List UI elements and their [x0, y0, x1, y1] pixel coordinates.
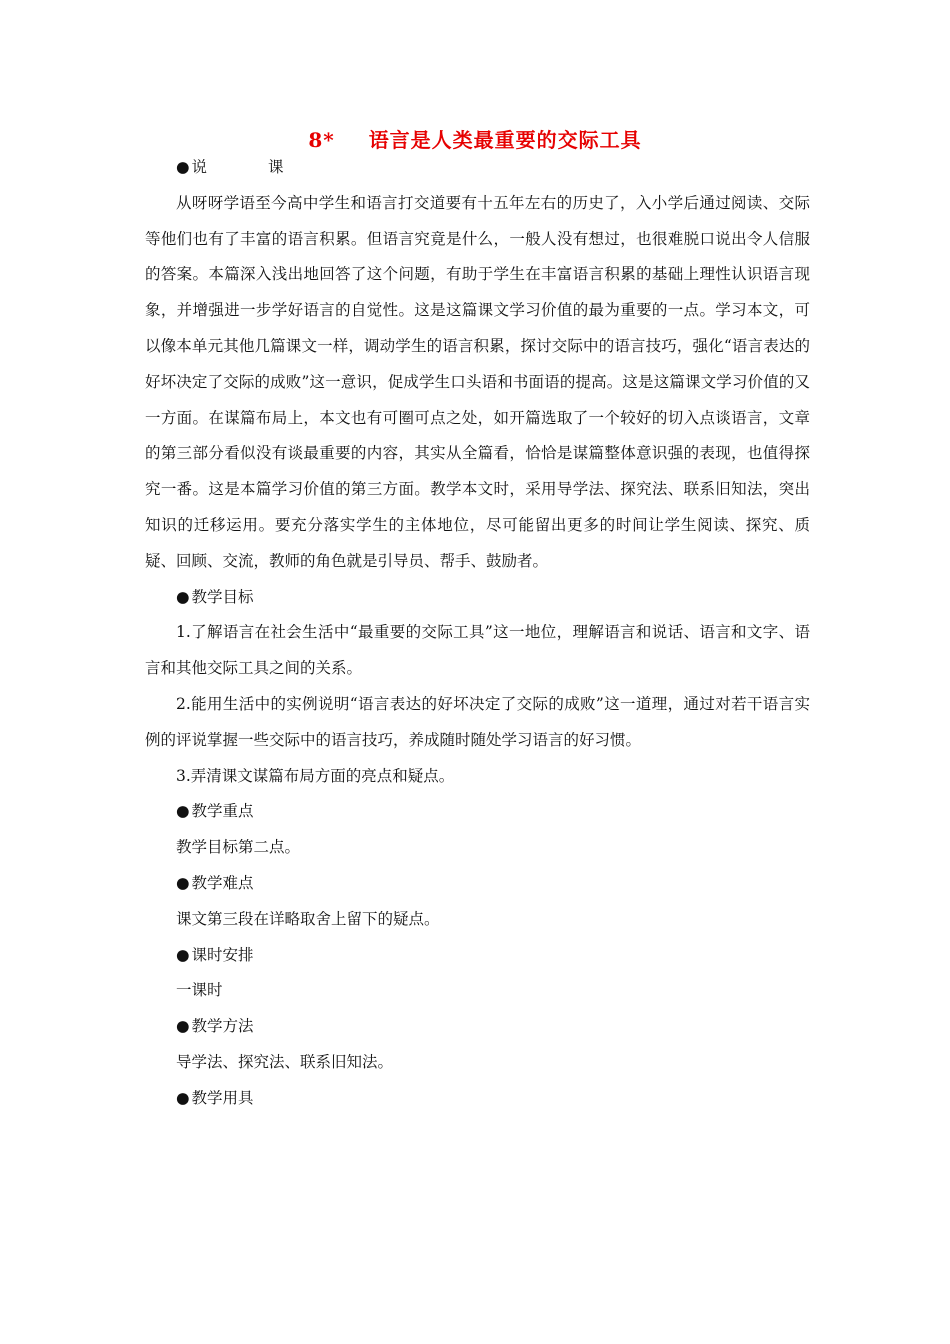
section-heading-method — [145, 1009, 810, 1045]
lesson-title — [0, 124, 950, 153]
bullet-icon: ● — [176, 1088, 190, 1107]
section-heading-text: 教学难点 — [191, 873, 254, 892]
bullet-icon: ● — [176, 1017, 190, 1036]
section-heading-tools — [145, 1081, 810, 1117]
section-heading-difficulty — [145, 866, 810, 902]
bullet-icon: ● — [176, 945, 190, 964]
goal-item-3: 3.弄清课文谋篇布局方面的亮点和疑点。 — [176, 766, 455, 785]
section-heading-shuoke — [145, 150, 810, 186]
section-heading-text: 教学目标 — [191, 587, 254, 606]
section-heading-text: 教学重点 — [191, 802, 254, 821]
section-heading-key-point — [145, 794, 810, 830]
section-heading-schedule — [145, 938, 810, 974]
section-heading-text: 教学用具 — [191, 1088, 254, 1107]
bullet-icon: ● — [176, 587, 190, 606]
goal-item-2: 2.能用生活中的实例说明“语言表达的好坏决定了交际的成败”这一道理，通过对若干语言实例的评说掌握一些交际中的语言技巧，养成随时随处学习语言的好习惯。 — [145, 694, 810, 749]
method-text: 导学法、探究法、联系旧知法。 — [176, 1052, 394, 1071]
lesson-title-text: 语言是人类最重要的交际工具 — [368, 128, 642, 152]
bullet-icon: ● — [176, 873, 190, 892]
goal-item-1: 1.了解语言在社会生活中“最重要的交际工具”这一地位，理解语言和说话、语言和文字、语言和其他交际工具之间的关系。 — [145, 623, 810, 678]
key-point-text: 教学目标第二点。 — [176, 838, 301, 857]
shuoke-paragraph: 从呀呀学语至今高中学生和语言打交道要有十五年左右的历史了，入小学后通过阅读、交际等他们也有了丰富的语言积累。但语言究竟是什么，一般人没有想过，也很难脱口说出令人信服的答案。本篇深入浅出地回答了这个问题，有助于学生在丰富语言积累的基础上理性认识语言现象，并增强进一步学好语言的自觉性。这是这篇课文学习价值的最为重要的一点。学习本文，可以像本单元其他几篇课文一样，调动学生的语言积累，探讨交际中的语言技巧，强化“语言表达的好坏决定了交际的成败”这一意识，促成学生口头语和书面语的提高。这是这篇课文学习价值的又一方面。在谋篇布局上，本文也有可圈可点之处，如开篇选取了一个较好的切入点谈语言，文章的第三部分看似没有谈最重要的内容，其实从全篇看，恰恰是谋篇整体意识强的表现，也值得探究一番。这是本篇学习价值的第三方面。教学本文时，采用导学法、探究法、联系旧知法，突出知识的迁移运用。要充分落实学生的主体地位，尽可能留出更多的时间让学生阅读、探究、质疑、回顾、交流，教师的角色就是引导员、帮手、鼓励者。 — [145, 193, 810, 570]
section-heading-text: 课时安排 — [191, 945, 254, 964]
schedule-text: 一课时 — [176, 981, 223, 1000]
lesson-number: 8* — [308, 128, 335, 152]
section-heading-goals — [145, 580, 810, 616]
document-body — [145, 150, 810, 1117]
bullet-icon: ● — [176, 158, 190, 176]
difficulty-text: 课文第三段在详略取舍上留下的疑点。 — [176, 909, 440, 928]
section-heading-text: 教学方法 — [191, 1017, 254, 1036]
bullet-icon: ● — [176, 802, 190, 821]
section-heading-text: 说 课 — [191, 158, 312, 176]
